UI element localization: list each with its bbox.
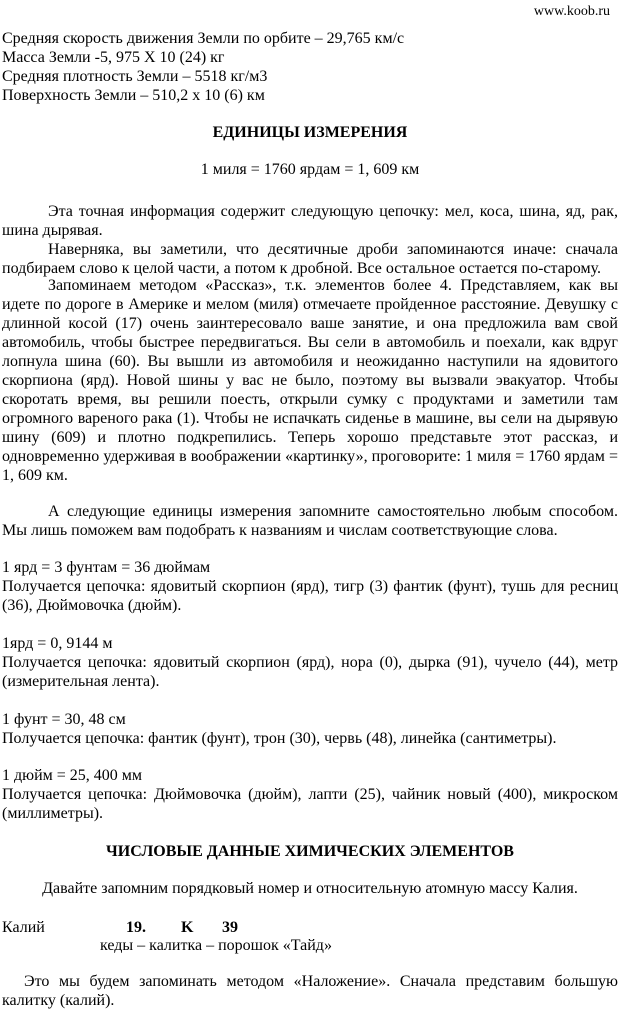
closing-paragraph: Это мы будем запоминать методом «Наложение». Сначала представим большую калитку (калий). xyxy=(2,973,618,1009)
earth-facts xyxy=(2,29,618,105)
unit-yard-meter-formula: 1ярд = 0, 9144 м xyxy=(2,635,113,652)
element-symbol: K xyxy=(181,919,194,936)
element-mass: 39 xyxy=(222,919,238,936)
unit-foot-chain: Получается цепочка: фантик (фунт), трон (30), червь (48), линейка (сантиметры). xyxy=(2,730,557,747)
section-title-chemistry: ЧИСЛОВЫЕ ДАННЫЕ ХИМИЧЕСКИХ ЭЛЕМЕНТОВ xyxy=(106,843,514,860)
site-url[interactable]: www.koob.ru xyxy=(533,4,610,19)
fact-surface: Поверхность Земли – 510,2 х 10 (6) км xyxy=(2,87,265,104)
unit-foot-formula: 1 фунт = 30, 48 см xyxy=(2,711,126,728)
paragraph-chain: Эта точная информация содержит следующую цепочку: мел, коса, шина, яд, рак, шина дырявая. xyxy=(2,203,618,239)
paragraph-decimals: Наверняка, вы заметили, что десятичные дроби запоминаются иначе: сначала подбираем слово к целой части, а потом к дробной. Все остальное остается по-старому. xyxy=(2,241,618,277)
element-row xyxy=(2,918,402,937)
chemistry-intro: Давайте запомним порядковый номер и относительную атомную массу Калия. xyxy=(42,880,578,897)
element-name: Калий xyxy=(2,919,45,936)
fact-density: Средняя плотность Земли – 5518 кг/м3 xyxy=(2,68,268,85)
section-title-units: ЕДИНИЦЫ ИЗМЕРЕНИЯ xyxy=(212,124,408,141)
unit-inch-formula: 1 дюйм = 25, 400 мм xyxy=(2,767,143,784)
unit-inch-chain: Получается цепочка: Дюймовочка (дюйм), лапти (25), чайник новый (400), микроском (миллиметры). xyxy=(2,786,618,822)
unit-yard-meter-chain: Получается цепочка: ядовитый скорпион (ярд), нора (0), дырка (91), чучело (44), метр (измерительная лента). xyxy=(2,654,618,690)
mile-formula: 1 миля = 1760 ярдам = 1, 609 км xyxy=(200,161,420,178)
paragraph-story: Запоминаем методом «Рассказ», т.к. элементов более 4. Представляем, как вы идете по дороге в Америке и мелом (миля) отмечаете пройденное расстояние. Девушку с длинной косой (17) очень заинтересовало ваше занятие, и она предложила вам свой автомобиль, чтобы быстрее передвигаться. Вы сели в автомобиль и поехали, как вдруг лопнула шина (60). Вы вышли из автомобиля и неожиданно наступили на ядовитого скорпиона (ярд). Новой шины у вас не было, поэтому вы вызвали эвакуатор. Чтобы скоротать время, вы решили поесть, открыли сумку с продуктами и заметили там огромного вареного рака (1). Чтобы не испачкать сиденье в машине, вы сели на дырявую шину (609) и плотно подкрепились. Теперь хорошо представьте этот рассказ, и одновременно удерживая в воображении «картинку», проговорите: 1 миля = 1760 ярдам = 1, 609 км. xyxy=(2,277,618,484)
unit-yard-formula: 1 ярд = 3 фунтам = 36 дюймам xyxy=(2,559,211,576)
fact-mass: Масса Земли -5, 975 X 10 (24) кг xyxy=(2,49,225,66)
unit-yard-chain: Получается цепочка: ядовитый скорпион (ярд), тигр (3) фантик (фунт), тушь для ресниц (36), Дюймовочка (дюйм). xyxy=(2,578,618,614)
fact-orbit-speed: Средняя скорость движения Земли по орбите – 29,765 км/с xyxy=(2,30,405,47)
paragraph-self-study: А следующие единицы измерения запомните самостоятельно любым способом. Мы лишь поможем вам подобрать к названиям и числам соответствующие слова. xyxy=(2,503,618,539)
element-number: 19. xyxy=(126,919,146,936)
element-words: кеды – калитка – порошок «Тайд» xyxy=(100,937,332,954)
